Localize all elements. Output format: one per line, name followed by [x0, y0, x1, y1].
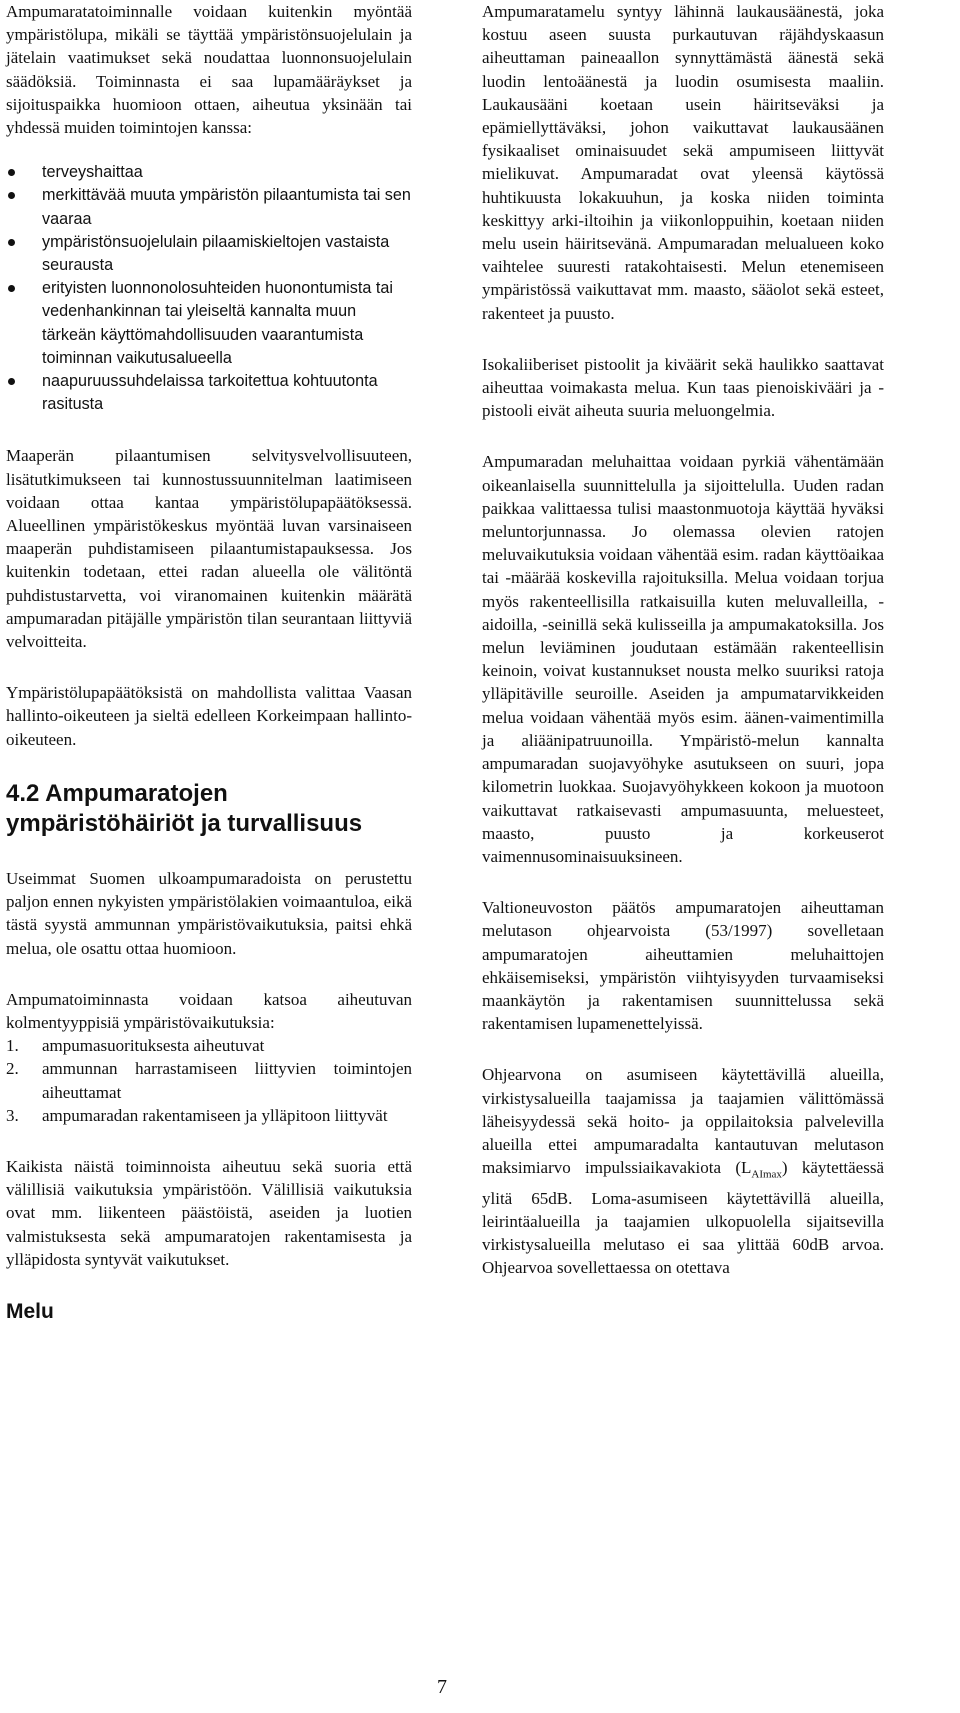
left-column — [6, 0, 412, 1325]
bullet-icon — [8, 378, 15, 385]
effects-intro-paragraph: Ampumatoiminnasta voidaan katsoa aiheutuvan kolmentyyppisiä ympäristövaikutuksia: — [6, 989, 412, 1032]
history-paragraph: Useimmat Suomen ulkoampumaradoista on perustettu paljon ennen nykyisten ympäristölakien voimaantuloa, eikä tästä syystä ammunnan ympäristövaikutuksia, paitsi ehkä melua, ole osattu ottaa huomioon. — [6, 868, 412, 958]
intro-paragraph: Ampumaratatoiminnalle voidaan kuitenkin myöntää ympäristölupa, mikäli se täyttää ympäristönsuojelulain ja jätelain vaatimukset sekä noudattaa luonnonsuojelulain säädöksiä. Toiminnasta ei saa lupamääräykset ja sijoituspaikka huomioon ottaen, aiheutua yksinään tai yhdessä muiden toimintojen kanssa: — [6, 2, 412, 138]
subsection-heading: Melu — [6, 1299, 54, 1323]
bullet-icon — [8, 192, 15, 199]
noise-reduction-paragraph: Ampumaradan meluhaittaa voidaan pyrkiä vähentämään oikeanlaisella suunnittelulla ja sijoittelulla. Uuden radan paikkaa valittaessa tulisi maastonmuotoja käyttää hyväksi meluntorjunnassa. Jo olemassa olevien ratojen meluvaikutuksia voidaan vähentää esim. radan käyttöaikaa tai -määrää koskevilla rajoituksilla. Melua voidaan torjua myös rakenteellisilla ratkaisuilla kuten meluvalleilla, -aidoilla, -seinillä sekä kulisseilla ja ampumakatoksilla. Jos melun leviäminen joudutaan estämään rakenteellisin keinoin, voivat kustannukset nousta melko suuriksi ratoja ylläpitäville seuroille. Aseiden ja ampumatarvikkeiden melua voidaan vähentää myös esim. äänen-vaimentimilla ja aliäänipatruunoilla. Ympäristö-melun kannalta ampumaradan suojavyöhyke asutukseen on suuri, jopa kilometrin luokkaa. Suojavyöhykkeen kokoon ja muotoon vaikuttavat ratkaisevasti ampumasuunta, meluesteet, maasto, puusto ja korkeuserot vaimennusominaisuuksineen. — [482, 452, 884, 866]
list-item: merkittävää muuta ympäristön pilaantumista tai sen vaaraa — [6, 184, 412, 230]
list-item: ympäristönsuojelulain pilaamiskieltojen vastaista seurausta — [6, 231, 412, 277]
caliber-paragraph: Isokaliiberiset pistoolit ja kiväärit sekä haulikko saattavat aiheuttaa voimakasta melua. Kun taas pienoiskivääri ja -pistooli eivät aiheuta suuria meluongelmia. — [482, 354, 884, 421]
list-item: 2. ammunnan harrastamiseen liittyvien toimintojen aiheuttamat — [6, 1059, 412, 1102]
soil-paragraph: Maaperän pilaantumisen selvitysvelvollisuuteen, lisätutkimukseen tai kunnostussuunnitelman laatimiseen voidaan ottaa kantaa ympäristölupapäätöksessä. Alueellinen ympäristökeskus myöntää luvan varsinaiseen maaperän puhdistamiseen pilaantumistapauksessa. Jos kuitenkin todetaan, ettei radan alueella ole välitöntä puhdistustarvetta, voi viranomainen kuitenkin määrätä ampumaradan pitäjälle ympäristön tilan seurantaan liittyviä velvoitteita. — [6, 446, 412, 652]
list-item: erityisten luonnonolosuhteiden huonontumista tai vedenhankinnan tai yleiseltä kannalta muun tärkeän käyttömahdollisuuden vaarantumista toiminnan vaikutusalueella — [6, 277, 412, 370]
indirect-effects-paragraph: Kaikista näistä toiminnoista aiheutuu sekä suoria että välillisiä vaikutuksia ympäristöön. Välillisiä vaikutuksia ovat mm. liikenteen päästöistä, aseiden ja luotien valmistuksesta sekä ampumaratojen rakentamisesta ja ylläpidosta syntyvät vaikutukset. — [6, 1156, 412, 1269]
guideline-paragraph: Ohjearvona on asumiseen käytettävillä alueilla, virkistysalueilla taajamissa ja taajamien välittömässä läheisyydessä sekä hoito- ja oppilaitoksia palvelevilla alueilla ettei ampumaradalta kantautuvan melutason maksimiarvo impulssiaikavakiota $(L_{AImax})$ käytettäessä ylitä 65dB. Loma-asumiseen käytettävillä alueilla, leirintäalueilla ja taajamien ulkopuolella sijaitsevilla virkistysalueilla melutaso ei saa ylittää 60dB arvoa. Ohjearvoa sovellettaessa on otettava — [482, 1065, 885, 1278]
bullet-icon — [8, 239, 15, 246]
right-column — [482, 0, 884, 1280]
bullet-list — [6, 161, 412, 416]
section-heading: 4.2 Ampumaratojen ympäristöhäiriöt ja turvallisuus — [6, 779, 363, 837]
effects-list — [6, 1034, 412, 1127]
list-item: 1. ampumasuorituksesta aiheutuvat — [6, 1036, 265, 1056]
list-item: terveyshaittaa — [6, 161, 412, 184]
bullet-icon — [8, 169, 15, 176]
list-item: 3. ampumaradan rakentamiseen ja ylläpitoon liittyvät — [6, 1105, 388, 1125]
noise-source-paragraph: Ampumaratamelu syntyy lähinnä laukausäänestä, joka kostuu aseen suusta purkautuvan räjähdyskaasun aiheuttaman paineaallon synnyttämästä äänestä sekä luodin lentoäänestä ja luodin osumisesta maaliin. Laukausääni koetaan usein häiritseväksi ja epämiellyttäväksi, johon vaikuttavat laukausäänen fysikaaliset ominaisuudet sekä ampumiseen liittyvät mielikuvat. Ampumaradat ovat yleensä käytössä huhtikuusta lokakuuhun, ja koska niiden toiminta keskittyy arki-iltoihin ja viikonloppuihin, koetaan niiden melu usein häiritsevänä. Ampumaradan melualueen koko vaihtelee suuresti ratakohtaisesti. Melun etenemiseen ympäristössä vaikuttavat mm. maasto, sääolot sekä esteet, rakenteet ja puusto. — [482, 2, 884, 323]
page-number: 7 — [437, 1676, 447, 1698]
appeal-paragraph: Ympäristölupapäätöksistä on mahdollista valittaa Vaasan hallinto-oikeuteen ja sieltä edelleen Korkeimpaan hallinto-oikeuteen. — [6, 683, 412, 749]
list-item: naapuruussuhdelaissa tarkoitettua kohtuutonta rasitusta — [6, 370, 412, 416]
regulation-paragraph: Valtioneuvoston päätös ampumaratojen aiheuttaman melutason ohjearvoista (53/1997) sovelletaan ampumaratojen aiheuttamien meluhaittojen ehkäisemiseksi, ympäristön viihtyisyyden turvaamiseksi maankäytön ja rakentamisen suunnittelussa sekä rakentamisen lupamenettelyissä. — [482, 898, 884, 1034]
bullet-icon — [8, 285, 15, 292]
